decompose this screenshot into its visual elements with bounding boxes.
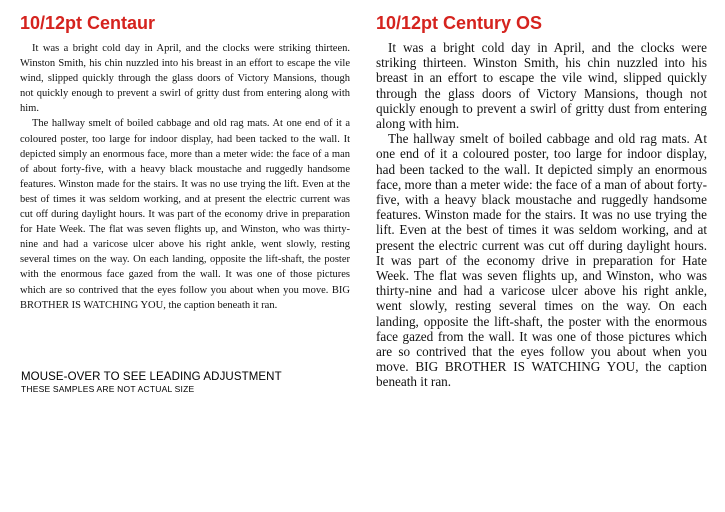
centaur-body-text: [20, 41, 350, 313]
centaur-heading: 10/12pt Centaur: [20, 13, 156, 33]
centaur-paragraph-1: It was a bright cold day in April, and the clocks were striking thirteen. Winston Smith, his chin nuzzled into his breast in an effort to escape the vile wind, slipped quickly through the glass doors of Victory Mansions, though not quickly enough to prevent a swirl of gritty dust from entering along with him.: [20, 43, 350, 115]
century-os-body-text: [376, 40, 707, 390]
century-os-heading: 10/12pt Century OS: [376, 13, 543, 33]
centaur-paragraph-2: The hallway smelt of boiled cabbage and old rag mats. At one end of it a coloured poster, too large for indoor display, had been tacked to the wall. It depicted simply an enormous face, more than a meter wide: the face of a man of about forty-five, with a heavy black moustache and ruggedly handsome features. Winston made for the stairs. It was no use trying the lift. Even at the best of times it was seldom working, and at present the electric current was cut off during daylight hours. It was part of the economy drive in preparation for Hate Week. The flat was seven flights up, and Winston, who was thirty-nine and had a varicose ulcer above his right ankle, went slowly, resting several times on the way. On each landing, opposite the lift-shaft, the poster with the enormous face gazed from the wall. It was one of those pictures which are so contrived that the eyes follow you about when you move. BIG BROTHER IS WATCHING YOU, the caption beneath it ran.: [20, 118, 350, 311]
century-os-paragraph-2: The hallway smelt of boiled cabbage and old rag mats. At one end of it a coloured poster, too large for indoor display, had been tacked to the wall. It depicted simply an enormous face, more than a meter wide: the face of a man of about forty-five, with a heavy black moustache and ruggedly handsome features. Winston made for the stairs. It was no use trying the lift. Even at the best of times it was seldom working, and at present the electric current was cut off during daylight hours. It was part of the economy drive in preparation for Hate Week. The flat was seven flights up, and Winston, who was thirty-nine and had a varicose ulcer above his right ankle, went slowly, resting several times on the way. On each landing, opposite the lift-shaft, the poster with the enormous face gazed from the wall. It was one of those pictures which are so contrived that the eyes follow you about when you move. BIG BROTHER IS WATCHING YOU, the caption beneath it ran.: [376, 131, 707, 390]
not-actual-size-disclaimer: THESE SAMPLES ARE NOT ACTUAL SIZE: [21, 384, 195, 394]
century-os-sample[interactable]: [376, 0, 707, 390]
mouse-over-note: [21, 370, 282, 394]
centaur-sample[interactable]: [20, 0, 350, 313]
leading-adjustment-instruction: MOUSE-OVER TO SEE LEADING ADJUSTMENT: [21, 371, 282, 383]
century-os-paragraph-1: It was a bright cold day in April, and the clocks were striking thirteen. Winston Smith, his chin nuzzled into his breast in an effort to escape the vile wind, slipped quickly through the glass doors of Victory Mansions, though not quickly enough to prevent a swirl of gritty dust from entering along with him.: [376, 40, 707, 132]
